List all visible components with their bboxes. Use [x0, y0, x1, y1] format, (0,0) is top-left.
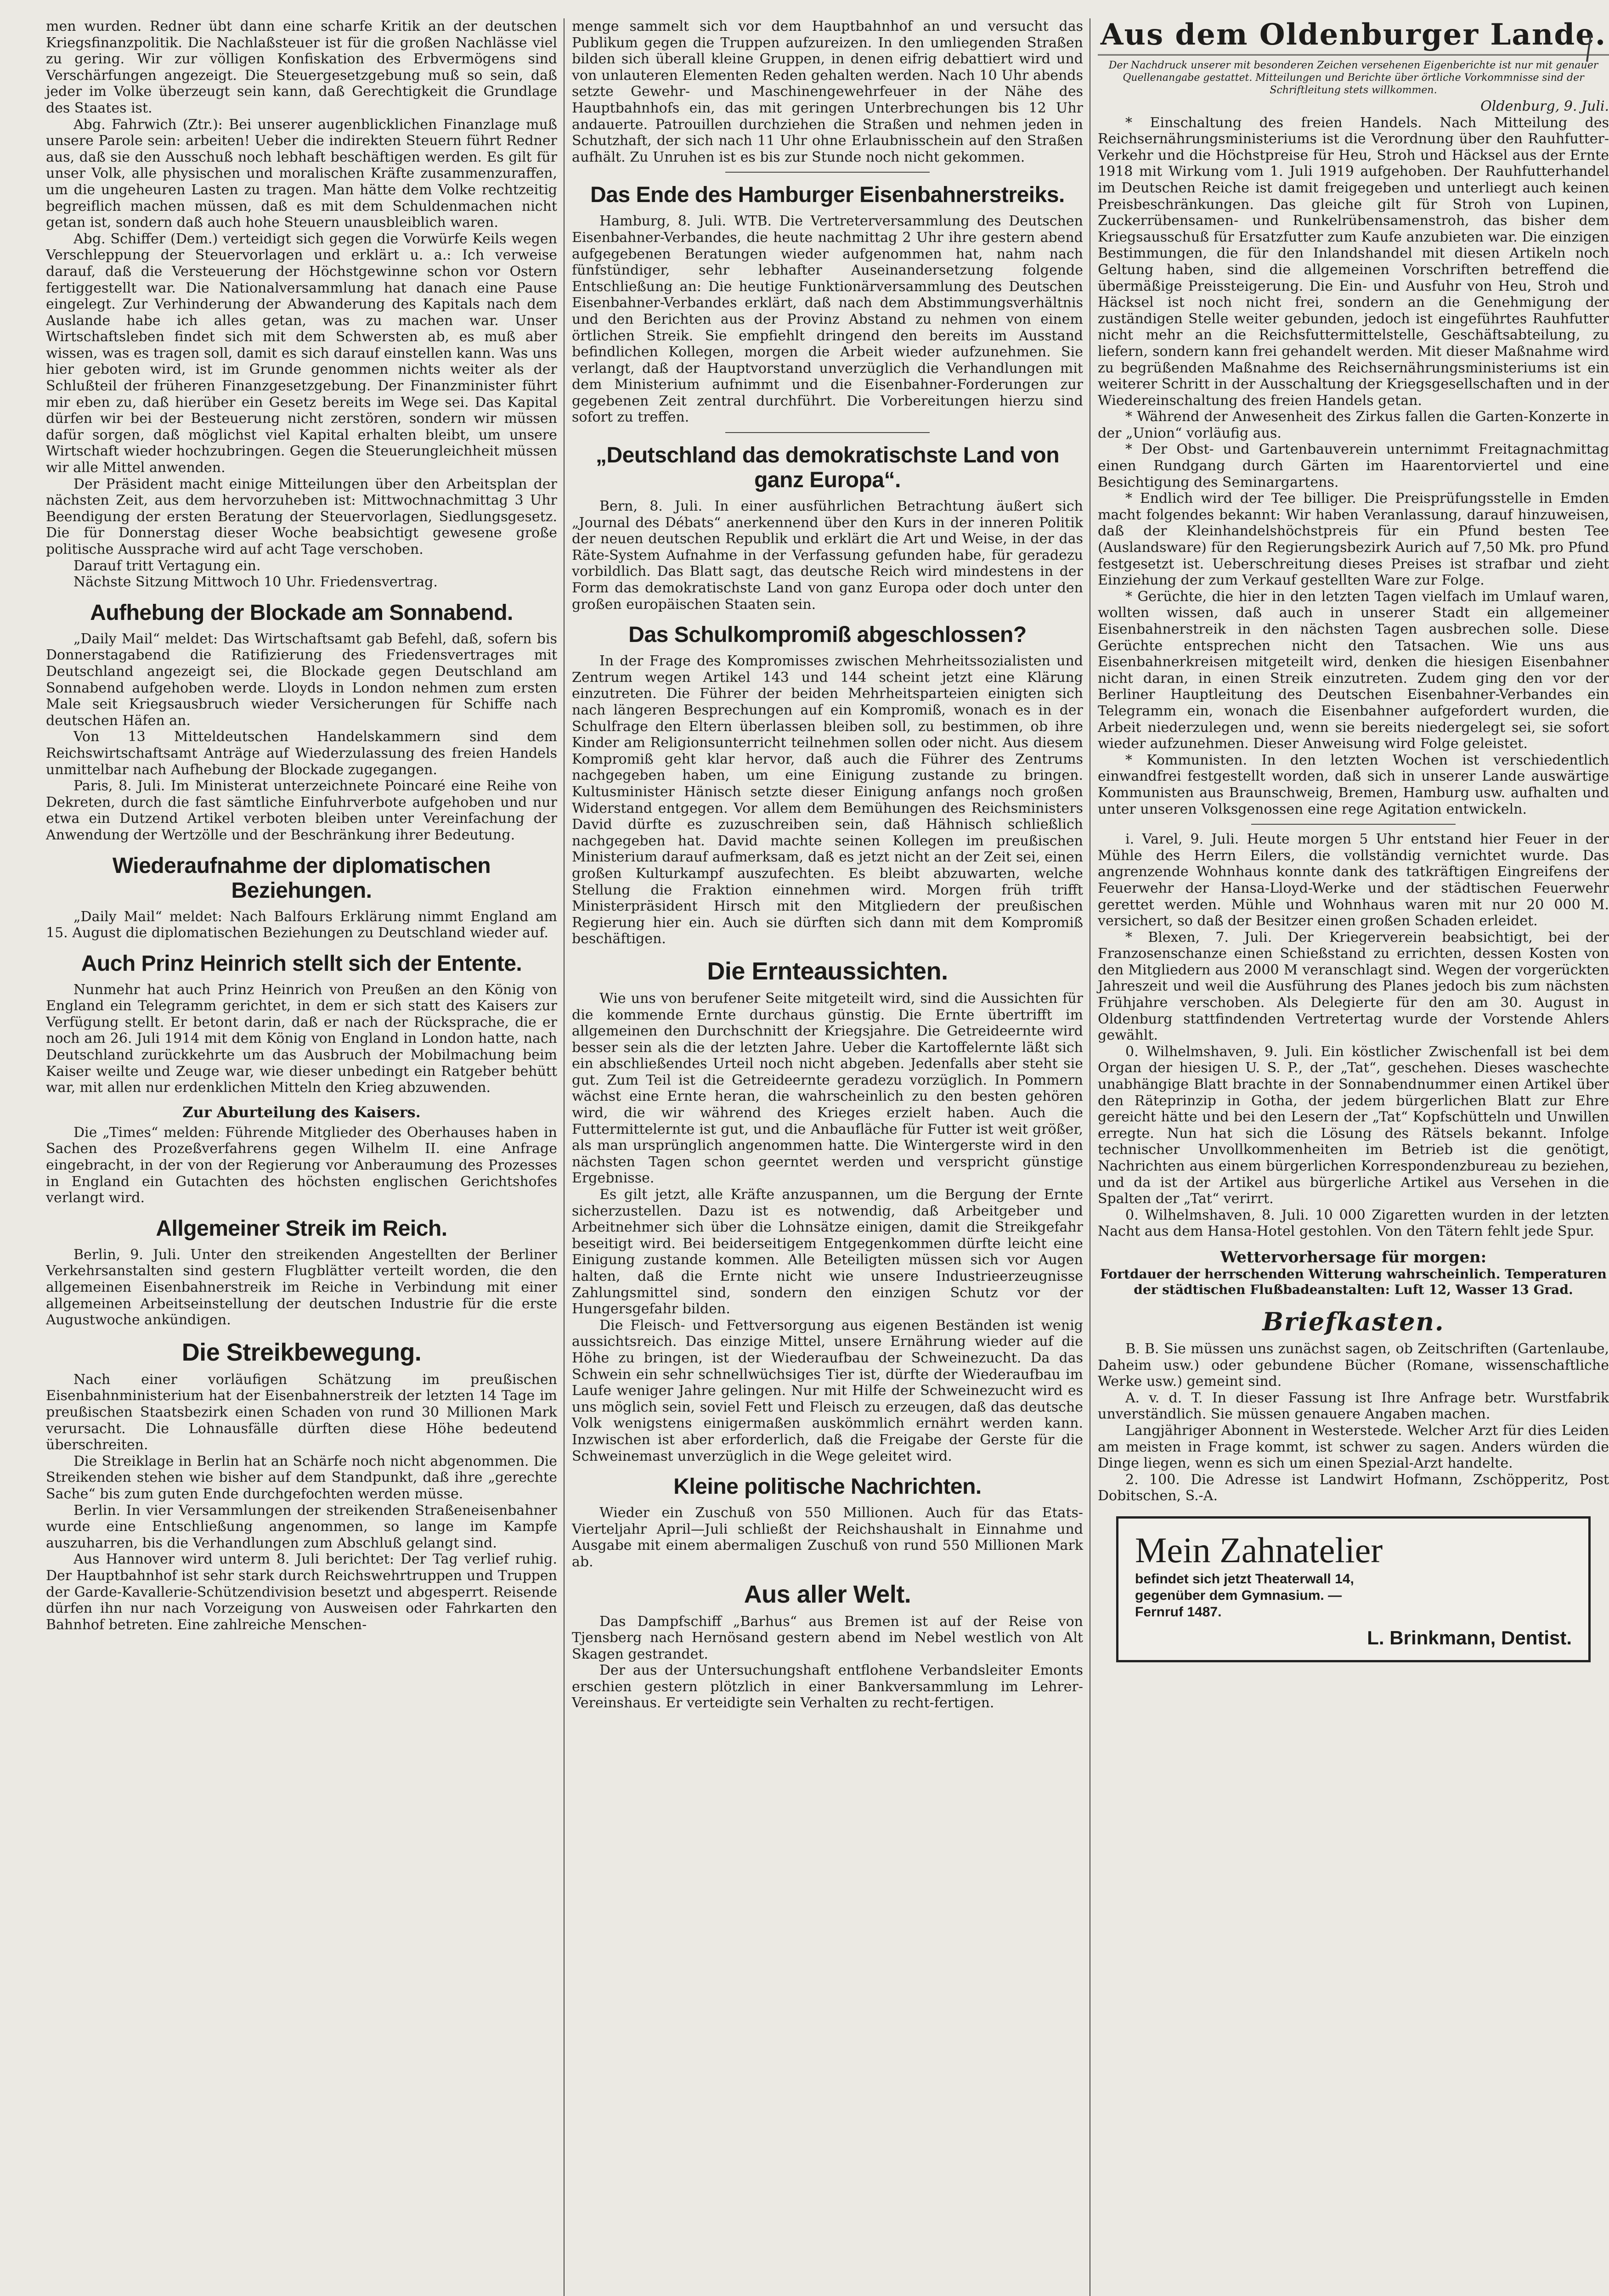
article-paragraph: * Während der Anwesenheit des Zirkus fallen die Garten-Konzerte in der „Union“ vorläufig aus.: [1098, 409, 1609, 441]
weather-forecast: Fortdauer der herrschenden Witterung wahrscheinlich. Temperaturen der städtischen Flußbadeanstalten: Luft 12, Wasser 13 Grad.: [1100, 1266, 1607, 1297]
ad-phone: Fernruf 1487.: [1135, 1604, 1222, 1620]
article-paragraph: * Einschaltung des freien Handels. Nach Mitteilung des Reichsernährungsministeriums ist die Verordnung über den Rauhfutter-Verkehr und die Höchstpreise für Heu, Stroh und Häcksel aus der Ernte 1918 mit Wirkung vom 1. Juli 1919 aufgehoben. Der Rauhfutterhandel im Deutschen Reiche ist damit freigegeben und unterliegt auch keinen Preisbeschränkungen. Das gleiche gilt für Stroh von Lupinen, Zuckerrübensamen- und Runkelrübensamenstroh, das bisher dem Kriegsausschuß für Ersatzfutter zum Kaufe anzubieten war. Die einzigen Bestimmungen, die für den Inlandshandel mit diesen Artikeln noch Geltung haben, sind die allgemeinen Vorschriften betreffend die übermäßige Preissteigerung. Die Ein- und Ausfuhr von Heu, Stroh und Häcksel ist noch nicht frei, sondern an die Genehmigung der zuständigen Stelle weiter gebunden, jedoch ist eingeführtes Rauhfutter nicht mehr an die Reichsfuttermittelstelle, Geschäftsabteilung, zu liefern, sondern kann frei gehandelt werden. Mit dieser Maßnahme wird zu begrüßenden Maßnahme des Reichsernährungsministeriums ist ein weiterer Schritt in der Ausschaltung der Kriegsgesellschaften und in der Wiedereinschaltung des freien Handels getan.: [1098, 114, 1609, 409]
headline-diplomatic-relations: Wiederaufnahme der diplomatischen Beziehungen.: [112, 853, 491, 903]
article-paragraph: Aus Hannover wird unterm 8. Juli berichtet: Der Tag verlief ruhig. Der Hauptbahnhof ist sehr stark durch Reichswehrtruppen und Truppen der Garde-Kavallerie-Schützendivision besetzt und abgesperrt. Reisende dürfen ihn nur nach Vorzeigung von Ausweisen oder Fahrkarten den Bahnhof betreten. Eine zahlreiche Menschen-: [46, 1551, 557, 1633]
article-paragraph: Wie uns von berufener Seite mitgeteilt wird, sind die Aussichten für die kommende Ernte durchaus günstig. Die Ernte übertrifft im allgemeinen den Durchschnitt der Kriegsjahre. Die Getreideernte wird besser sein als die der letzten Jahre. Ueber die Kartoffelernte läßt sich ein abschließendes Urteil noch nicht abgeben. Jedenfalls aber steht sie gut. Zum Teil ist die Getreideernte geradezu vorzüglich. In Pommern wächst eine Ernte heran, die wahrscheinlich zu den besten gehören wird, die wir während des Krieges erzielt haben. Auch die Futtermittelernte ist gut, und die Anbaufläche für Futter ist weit größer, als man ursprünglich angenommen hatte. Die Wintergerste wird in den nächsten Tagen schon geerntet werden und verspricht günstige Ergebnisse.: [572, 990, 1083, 1187]
article-paragraph: 0. Wilhelmshaven, 8. Juli. 10 000 Zigaretten wurden in der letzten Nacht aus dem Hansa-Hotel gestohlen. Von den Tätern fehlt jede Spur.: [1098, 1207, 1609, 1240]
article-paragraph: Abg. Fahrwich (Ztr.): Bei unserer augenblicklichen Finanzlage muß unsere Parole sein: arbeiten! Ueber die indirekten Steuern führt Redner aus, daß sie den Ausschuß noch lebhaft beschäftigen werden. Es gilt für unser Volk, alle physischen und moralischen Kräfte zusammenzuraffen, um die ungeheuren Lasten zu tragen. Man hätte dem Volke rechtzeitig begreiflich machen müssen, daß es mit dem Schuldenmachen nicht getan ist, sondern daß auch hohe Steuern unausbleiblich waren.: [46, 116, 557, 231]
column-left: [46, 18, 557, 2296]
article-paragraph: 0. Wilhelmshaven, 9. Juli. Ein köstlicher Zwischenfall ist bei dem Organ der hiesigen U. S. P., der „Tat“, geschehen. Dieses waschechte unabhängige Blatt brachte in der Sonnabendnummer einen Artikel über den Räteprinzip in Gotha, der jedem bürgerlichen Blatt zur Ehre gereicht hätte und bei den Lesern der „Tat“ Kopfschütteln und Unwillen erregte. Nun hat sich die Lösung des Rätsels bekannt. Infolge technischer Unvollkommenheiten im Betrieb ist die genötigt, Nachrichten aus einem bürgerlichen Korrespondenzbureau zu beziehen, und da ist der Artikel aus bürgerliche Artikel aus Versehen in die Spalten der „Tat“ verirrt.: [1098, 1043, 1609, 1207]
section-tagline: Der Nachdruck unserer mit besonderen Zeichen versehenen Eigenberichte ist nur mit genauer Quellenangabe gestattet. Mitteilungen und Berichte über örtliche Vorkommnisse sind der Schriftleitung stets willkommen.: [1108, 60, 1598, 96]
article-paragraph: In der Frage des Kompromisses zwischen Mehrheitssozialisten und Zentrum wegen Artikel 143 und 144 scheint jetzt eine Klärung einzutreten. Die Führer der beiden Mehrheitsparteien einigten sich nach längeren Besprechungen auf ein Kompromiß, wonach es in der Schulfrage den Eltern überlassen bleiben soll, zu bestimmen, ob ihre Kinder am Religionsunterricht teilnehmen sollen oder nicht. Aus diesem Kompromiß geht klar hervor, daß auch die Führer des Zentrums nachgegeben haben, um eine Einigung zustande zu bringen. Kultusminister Hänisch setzte dieser Einigung anfangs noch großen Widerstand entgegen. Vor allem dem Bemühungen des Reichsministers David dürfte es zuzuschreiben sein, daß Hähnisch schließlich nachgegeben hat. David machte seinen Kollegen im preußischen Ministerium darauf aufmerksam, daß es jetzt nicht an der Zeit sei, einen großen Kulturkampf auszufechten. Es bleibt abzuwarten, welche Stellung die Fraktion einnehmen wird. Morgen früh trifft Ministerpräsident Hirsch mit den Mitgliedern der preußischen Regierung hier ein. Auch sie dürften sich dann mit dem Kompromiß beschäftigen.: [572, 653, 1083, 947]
headline-harvest-outlook: Die Ernteaussichten.: [707, 957, 948, 985]
article-paragraph: Der aus der Untersuchungshaft entflohene Verbandsleiter Emonts erschien gestern plötzlich in einer Bankversammlung im Lehrer-Vereinshaus. Er verteidigte sein Verhalten zu recht-fertigen.: [572, 1662, 1083, 1711]
article-paragraph: * Gerüchte, die hier in den letzten Tagen vielfach im Umlauf waren, wollten wissen, daß auch in unserer Stadt ein allgemeiner Eisenbahnerstreik in den nächsten Tagen ausbrechen solle. Diese Gerüchte entsprechen nicht den Tatsachen. Wie uns aus Eisenbahnerkreisen mitgeteilt wird, denken die hiesigen Eisenbahner nicht daran, in einen Streik einzutreten. Zudem ging den vor der Berliner Hauptleitung des Deutschen Eisenbahner-Verbandes ein Telegramm ein, wonach die Eisenbahner aufgefordert wurden, die Arbeit niederzulegen und, wenn sie bereits niedergelegt sei, sie sofort wieder aufzunehmen. Dieser Anweisung wird Folge geleistet.: [1098, 588, 1609, 752]
article-paragraph: * Der Obst- und Gartenbauverein unternimmt Freitagnachmittag einen Rundgang durch Gärten im Haarentorviertel und eine Besichtigung des Seminargartens.: [1098, 441, 1609, 490]
subheadline-kaiser-trial: Zur Aburteilung des Kaisers.: [182, 1103, 421, 1121]
headline-democratic-germany: „Deutschland das demokratischste Land von ganz Europa“.: [595, 443, 1060, 493]
article-paragraph: „Daily Mail“ meldet: Nach Balfours Erklärung nimmt England am 15. August die diplomatischen Beziehungen zu Deutschland wieder auf.: [46, 908, 557, 941]
column-middle: [572, 18, 1083, 2296]
weather-heading: Wettervorhersage für morgen:: [1220, 1248, 1487, 1266]
dentist-advertisement: [1116, 1516, 1591, 1662]
article-paragraph: menge sammelt sich vor dem Hauptbahnhof an und versucht das Publikum gegen die Truppen aufzureizen. In den umliegenden Straßen bilden sich überall kleine Gruppen, in denen eifrig debattiert wird und von unlauteren Elementen Reden gehalten werden. Nach 10 Uhr abends setzte Gewehr- und Maschinengewehrfeuer in der Nähe des Hauptbahnhofs ein, das mit geringen Unterbrechungen bis 12 Uhr andauerte. Patrouillen durchziehen die Straßen und nehmen jeden in Schutzhaft, der sich nach 11 Uhr ohne Erlaubnisschein auf den Straßen aufhält. Zu Unruhen ist es bis zur Stunde noch nicht gekommen.: [572, 18, 1083, 165]
article-paragraph: Nach einer vorläufigen Schätzung im preußischen Eisenbahnministerium hat der Eisenbahnerstreik der letzten 14 Tage im preußischen Staatsbezirk einen Schaden von rund 30 Millionen Mark verursacht. Die Lohnausfälle dürften diese Höhe bedeutend überschreiten.: [46, 1371, 557, 1453]
headline-political-news: Kleine politische Nachrichten.: [673, 1474, 982, 1499]
article-paragraph: Berlin. In vier Versammlungen der streikenden Straßeneisenbahner wurde eine Entschließung angenommen, so lange im Kampfe auszuharren, bis die Verhandlungen zum Abschluß gelangt sind.: [46, 1502, 557, 1551]
article-paragraph: i. Varel, 9. Juli. Heute morgen 5 Uhr entstand hier Feuer in der Mühle des Herrn Eilers, die vollständig vernichtet wurde. Das angrenzende Wohnhaus konnte dank des tatkräftigen Eingreifens der Feuerwehr der Hansa-Lloyd-Werke und der städtischen Feuerwehr gerettet werden. Mühle und Wohnhaus waren mit nur 20 000 M. versichert, so daß der Besitzer einen großen Schaden erleidet.: [1098, 831, 1609, 929]
article-paragraph: „Daily Mail“ meldet: Das Wirtschaftsamt gab Befehl, daß, sofern bis Donnerstagabend die Ratifizierung des Friedensvertrages mit Deutschland angezeigt sei, die Blockade gegen Deutschland am Sonnabend aufgehoben werde. Lloyds in London nehmen zum ersten Male seit Kriegsausbruch wieder Versicherungen für Schiffe nach deutschen Häfen an.: [46, 630, 557, 729]
headline-prince-heinrich: Auch Prinz Heinrich stellt sich der Entente.: [81, 951, 522, 976]
ad-location: gegenüber dem Gymnasium. —: [1135, 1587, 1342, 1603]
article-paragraph: Von 13 Mitteldeutschen Handelskammern sind dem Reichswirtschaftsamt Anträge auf Wiederzulassung des freien Handels unmittelbar nach Aufhebung der Blockade zugegangen.: [46, 729, 557, 778]
letterbox-answer: 2. 100. Die Adresse ist Landwirt Hofmann, Zschöpperitz, Post Dobitschen, S.-A.: [1098, 1471, 1609, 1504]
article-paragraph: Berlin, 9. Juli. Unter den streikenden Angestellten der Berliner Verkehrsanstalten sind gestern Flugblätter verteilt worden, die den allgemeinen Eisenbahnerstreik im Reiche in Verbindung mit einer allgemeinen Arbeitseinstellung der deutschen Industrie für die erste Augustwoche ankündigen.: [46, 1246, 557, 1328]
headline-hamburg-strike-end: Das Ende des Hamburger Eisenbahnerstreiks.: [590, 183, 1065, 208]
article-paragraph: Wieder ein Zuschuß von 550 Millionen. Auch für das Etats-Vierteljahr April—Juli schließt der Reichshaushalt in Einnahme und Ausgabe mit einem abermaligen Zuschuß von rund 550 Millionen Mark ab.: [572, 1505, 1083, 1570]
headline-school-compromise: Das Schulkompromiß abgeschlossen?: [628, 623, 1027, 647]
ad-address: befindet sich jetzt Theaterwall 14,: [1135, 1571, 1354, 1587]
article-paragraph: Es gilt jetzt, alle Kräfte anzuspannen, um die Bergung der Ernte sicherzustellen. Dazu ist es notwendig, daß Arbeitgeber und Arbeitnehmer sich über die Lohnsätze einigen, damit die Streikgefahr beseitigt wird. Bei beiderseitigem Entgegenkommen dürfte leicht eine Einigung zustande kommen. Alle Beteiligten müssen sich vor Augen halten, daß die Ernte nicht wie unsere Industrieerzeugnisse Zahlungsmittel sind, sondern den einzigen Schutz vor der Hungersgefahr bilden.: [572, 1187, 1083, 1317]
divider: [725, 172, 930, 173]
divider: [725, 432, 930, 433]
article-paragraph: Nunmehr hat auch Prinz Heinrich von Preußen an den König von England ein Telegramm gerichtet, in dem er sich statt des Kaisers zur Verfügung stellt. Er betont darin, daß er nach der Rücksprache, die er noch am 26. Juli 1914 mit dem König von England in London hatte, nach Deutschland zurückkehrte um das Ausbruch der Mobilmachung beim Kaiser weilte und Zeuge war, wie dieser unbedingt ein Ratgeber behütt war, mit allen nur erdenklichen Mitteln den Krieg abzuwenden.: [46, 981, 557, 1096]
letterbox-answer: B. B. Sie müssen uns zunächst sagen, ob Zeitschriften (Gartenlaube, Daheim usw.) oder gebundene Bücher (Romane, wissenschaftliche Werke usw.) gemeint sind.: [1098, 1340, 1609, 1390]
article-paragraph: Der Präsident macht einige Mitteilungen über den Arbeitsplan der nächsten Zeit, aus dem hervorzuheben ist: Mittwochnachmittag 3 Uhr Beendigung der ersten Beratung der Steuervorlagen, Siedlungsgesetz. Die für Donnerstag dieser Woche beabsichtigt gewesene große politische Aussprache wird auf acht Tage verschoben.: [46, 476, 557, 557]
article-paragraph: men wurden. Redner übt dann eine scharfe Kritik an der deutschen Kriegsfinanzpolitik. Die Nachlaßsteuer ist für die großen Nachlässe viel zu gering. Wir zur völligen Konfiskation des Erbvermögens sind Verschärfungen angezeigt. Die Steuergesetzgebung muß so sein, daß jeder im Volke überzeugt sein kann, daß Gerechtigkeit die Grundlage des Staates ist.: [46, 18, 557, 116]
article-paragraph: * Endlich wird der Tee billiger. Die Preisprüfungsstelle in Emden macht folgendes bekannt: Wir haben Veranlassung, darauf hinzuweisen, daß der Kleinhandelshöchstpreis für ein Pfund besten Tee (Auslandsware) für den Regierungsbezirk Aurich auf 7,50 Mk. pro Pfund festgesetzt ist. Ueberschreitung dieses Preises ist strafbar und zieht Einziehung der zum Verkauf gestellten Ware zur Folge.: [1098, 490, 1609, 589]
divider: [1251, 824, 1456, 825]
letterbox-answer: A. v. d. T. In dieser Fassung ist Ihre Anfrage betr. Wurstfabrik unverständlich. Sie müssen genauere Angaben machen.: [1098, 1390, 1609, 1423]
article-paragraph: * Kommunisten. In den letzten Wochen ist verschiedentlich einwandfrei festgestellt worden, daß sich in unserer Lande auswärtige Kommunisten aus Braunschweig, Bremen, Hamburg usw. aufhalten und unter unseren Volksgenossen eine rege Agitation entwickeln.: [1098, 752, 1609, 817]
letterbox-answer: Langjähriger Abonnent in Westerstede. Welcher Arzt für dies Leiden am meisten in Frage kommt, ist schwer zu sagen. Anders würden die Dinge liegen, wenn es sich um einen Spezial-Arzt handelte.: [1098, 1422, 1609, 1472]
article-paragraph: Die Fleisch- und Fettversorgung aus eigenen Beständen ist wenig aussichtsreich. Das einzige Mittel, unsere Ernährung wieder auf die Höhe zu bringen, ist der Wiederaufbau der Schweinezucht. Da das Schwein ein sehr schnellwüchsiges Tier ist, dürfte der Wiederaufbau im Laufe weniger Jahre gelingen. Nur mit Hilfe der Schweinezucht wird es uns möglich sein, soviel Fett und Fleisch zu erzeugen, daß das deutsche Volk wenigstens einigermaßen auskömmlich ernährt werden kann. Inzwischen ist aber erforderlich, daß die Freigabe der Gerste für die Schweinemast unverzüglich in die Wege geleitet wird.: [572, 1317, 1083, 1464]
ad-signature: L. Brinkmann, Dentist.: [1367, 1626, 1572, 1649]
headline-blockade: Aufhebung der Blockade am Sonnabend.: [90, 600, 513, 625]
article-paragraph: Das Dampfschiff „Barhus“ aus Bremen ist auf der Reise von Tjensberg nach Hernösand gestern abend im Nebel westlich von Alt Skagen gestrandet.: [572, 1613, 1083, 1662]
article-paragraph: Bern, 8. Juli. In einer ausführlichen Betrachtung äußert sich „Journal des Débats“ anerkennend über den Kurs in der inneren Politik der neuen deutschen Republik und erklärt die Art und Weise, in der das Räte-System Aufnahme in der Verfassung gefunden habe, für geradezu vorbildlich. Das Blatt sagt, das deutsche Reich wird mindestens in der Form das demokratischste Land von ganz Europa oder doch unter den großen europäischen Staaten sein.: [572, 498, 1083, 613]
article-paragraph: Paris, 8. Juli. Im Ministerat unterzeichnete Poincaré eine Reihe von Dekreten, durch die fast sämtliche Einfuhrverbote aufgehoben und nur etwa ein Dutzend Artikel verboten bleiben unter Vereinfachung der Anwendung der Wertzölle und der Beschränkung ihrer Bedeutung.: [46, 778, 557, 843]
article-paragraph: Hamburg, 8. Juli. WTB. Die Vertreterversammlung des Deutschen Eisenbahner-Verbandes, die heute nachmittag 2 Uhr ihre gestern abend aufgegebenen Beratungen wieder aufgenommen hat, nahm nach fünfstündiger, sehr lebhafter Auseinandersetzung folgende Entschließung an: Die heutige Funktionärversammlung des Deutschen Eisenbahner-Verbandes erklärt, daß nach dem Abstimmungsverhältnis und den Berichten aus der Provinz Abstand zu nehmen von einem örtlichen Streik. Sie empfiehlt dringend den bereits im Ausstand befindlichen Kollegen, morgen die Arbeit wieder aufzunehmen. Sie verlangt, daß der Hauptvorstand unverzüglich die Verhandlungen mit dem Ministerium aufnimmt und die Eisenbahner-Forderungen zur gegebenen Zeit zentral durchführt. Die Vorbereitungen hierzu sind sofort zu treffen.: [572, 213, 1083, 426]
headline-world-news: Aus aller Welt.: [744, 1580, 911, 1608]
dateline: Oldenburg, 9. Juli.: [1480, 98, 1609, 114]
article-paragraph: Nächste Sitzung Mittwoch 10 Uhr. Friedensvertrag.: [73, 574, 438, 591]
ad-title: Mein Zahnatelier: [1135, 1530, 1383, 1570]
headline-general-strike: Allgemeiner Streik im Reich.: [156, 1216, 447, 1241]
headline-letterbox: Briefkasten.: [1262, 1306, 1445, 1336]
article-paragraph: * Blexen, 7. Juli. Der Kriegerverein beabsichtigt, bei der Franzosenschanze einen Schießstand zu errichten, dessen Kosten von den Mitgliedern aus 2000 M veranschlagt sind. Wegen der vorgerückten Jahreszeit und weil die Ausführung des Planes jedoch bis zum nächsten Frühjahre verschoben. Als Delegierte für den am 30. August in Oldenburg stattfindenden Vertretertag wurde der Vorstende Ahlers gewählt.: [1098, 929, 1609, 1044]
headline-strike-movement: Die Streikbewegung.: [181, 1338, 422, 1366]
article-paragraph: Abg. Schiffer (Dem.) verteidigt sich gegen die Vorwürfe Keils wegen Verschleppung der Steuervorlagen und erklärt u. a.: Ich verweise darauf, daß die Versteuerung der Höchstgewinne schon vor Ostern fertiggestellt war. Die Nationalversammlung hat danach eine Pause eingelegt. Zur Verhinderung der Abwanderung des Kapitals nach dem Auslande habe ich alles getan, was zu machen war. Unser Wirtschaftsleben findet sich mit dem Schwersten ab, es muß aber wissen, was es tragen soll, damit es sich darauf einstellen kann. Was uns hier geboten wird, ist im Grunde genommen nichts weiter als der Schlußteil der früheren Finanzgesetzgebung. Der Finanzminister führt mir eben zu, daß hierüber ein Gesetz bereits im Wege sei. Das Kapital dürfen wir bei der Besteuerung nicht zerstören, sondern wir müssen dafür sorgen, daß möglichst viel Kapital erhalten bleibt, um unsere Wirtschaft wieder hochzubringen. Gegen die Steuerungleichheit müssen wir alle Mittel anwenden.: [46, 231, 557, 476]
column-right: [1098, 18, 1609, 2296]
article-paragraph: Die Streiklage in Berlin hat an Schärfe noch nicht abgenommen. Die Streikenden stehen wie bisher auf dem Standpunkt, daß ihre „gerechte Sache“ bis zum guten Ende durchgefochten werden müsse.: [46, 1453, 557, 1502]
article-paragraph: Darauf tritt Vertagung ein.: [73, 557, 261, 574]
section-masthead: Aus dem Oldenburger Lande.: [1098, 18, 1609, 56]
article-paragraph: Die „Times“ melden: Führende Mitglieder des Oberhauses haben in Sachen des Prozeßverfahrens gegen Wilhelm II. eine Anfrage eingebracht, in der von der Regierung vor Anberaumung des Prozesses in England ein Gutachten des höchsten englischen Gerichtshofes verlangt wird.: [46, 1124, 557, 1206]
